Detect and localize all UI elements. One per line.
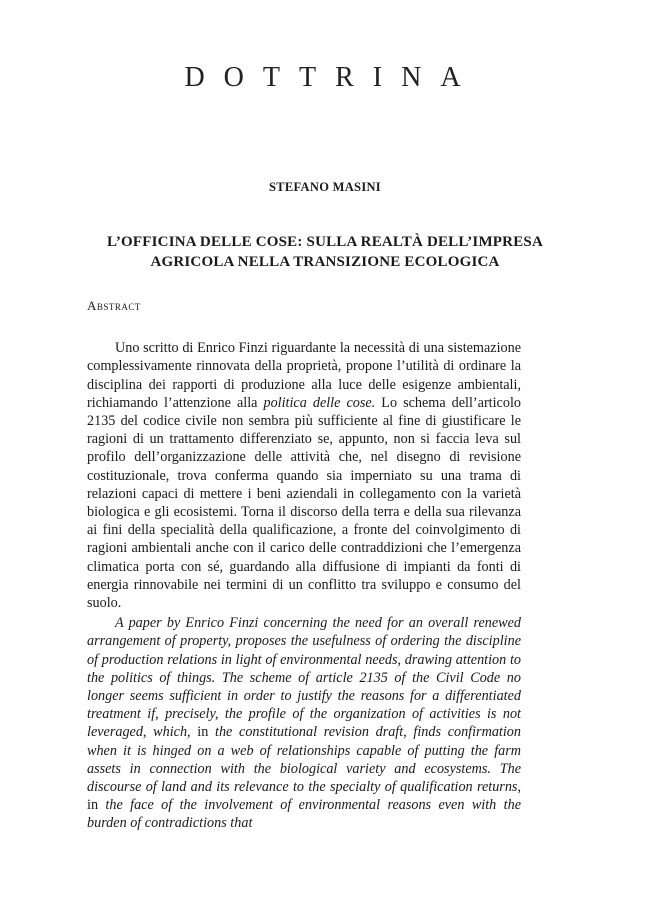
abstract-italian-paragraph [87,339,521,612]
abstract-en-text-3: the face of the involvement of environmental reasons even with the burden of contradictions that [87,797,521,832]
abstract-en-text-2: the constitutional revision draft, finds confirmation when it is hinged on a web of relationships capable of putting the farm assets in connection with the biological variety and ecosystems. The discourse of land and its relevance to the specialty of qualification returns [87,724,521,796]
abstract-it-emphasis: politica delle cose. [263,394,376,411]
abstract-en-upright-1: in [197,724,209,741]
section-header: DOTTRINA [184,62,480,93]
author-name: STEFANO MASINI [269,180,381,194]
abstract-it-text-1: Uno scritto di Enrico Finzi riguardante la necessità di una sistemazione complessivamente rinnovata della proprietà, propone l’utilità di ordinare la disciplina dei rapporti di produzione alla luce delle esigenze ambientali, richiamando l’attenzione alla [87,340,521,411]
title-line-1: L’OFFICINA DELLE COSE: SULLA REALTÀ DELL’IMPRESA [107,234,543,250]
article-title [80,232,570,272]
abstract-it-text-2: Lo schema dell’articolo 2135 del codice civile non sembra più sufficiente al fine di giustificare le ragioni di un trattamento differenziato se, appunto, non si faccia leva sul profilo dell’organizzazione delle attività che, nel disegno di revisione costituzionale, trova conferma quando sia imperniato su una trama di relazioni capaci di mettere i beni aziendali in collegamento con la varietà biologica e gli ecosistemi. Torna il discorso della terra e della sua rilevanza ai fini della specialità della qualificazione, a fronte del coinvolgimento di ragioni ambientali anche con il carico delle contraddizioni che l’emergenza climatica porta con sé, guardando alla diffusione di impianti da fonti di energia rinnovabile nei termini di un conflitto tra sviluppo e consumo del suolo. [87,394,521,612]
abstract-en-upright-2: , in [87,779,521,814]
abstract-heading: Abstract [87,298,141,313]
abstract-en-text-1: A paper by Enrico Finzi concerning the need for an overall renewed arrangement of property, proposes the usefulness of ordering the discipline of production relations in light of environmental needs, drawing attention to the politics of things. The scheme of article 2135 of the Civil Code no longer seems sufficient in order to justify the reasons for a differentiated treatment if, precisely, the profile of the organization of activities is not leveraged, which, [87,615,521,741]
abstract-english-paragraph [87,614,521,832]
title-line-2: AGRICOLA NELLA TRANSIZIONE ECOLOGICA [150,254,500,270]
